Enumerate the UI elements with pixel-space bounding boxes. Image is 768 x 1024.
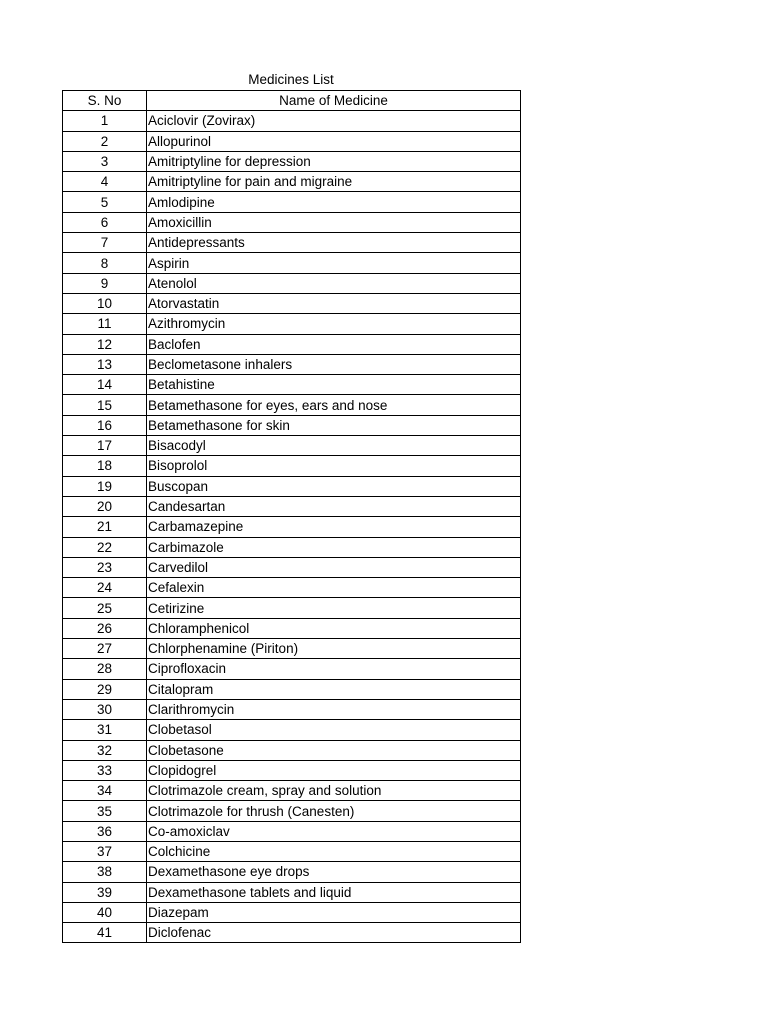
table-row: [63, 578, 521, 598]
medicine-name-cell: Dexamethasone tablets and liquid: [147, 882, 521, 902]
table-row: [63, 923, 521, 943]
medicine-name-cell: Allopurinol: [147, 131, 521, 151]
serial-number-cell: 1: [63, 111, 147, 131]
medicine-name-cell: Cefalexin: [147, 578, 521, 598]
serial-number-cell: 29: [63, 679, 147, 699]
serial-number-cell: 25: [63, 598, 147, 618]
serial-number-cell: 7: [63, 233, 147, 253]
table-row: [63, 902, 521, 922]
medicine-name-cell: Amitriptyline for pain and migraine: [147, 172, 521, 192]
serial-number-cell: 28: [63, 659, 147, 679]
serial-number-cell: 14: [63, 375, 147, 395]
table-row: [63, 233, 521, 253]
medicine-name-cell: Carvedilol: [147, 557, 521, 577]
table-body: [63, 111, 521, 943]
serial-number-cell: 35: [63, 801, 147, 821]
table-row: [63, 354, 521, 374]
table-row: [63, 151, 521, 171]
serial-number-cell: 20: [63, 496, 147, 516]
medicine-name-cell: Betamethasone for eyes, ears and nose: [147, 395, 521, 415]
serial-number-cell: 38: [63, 862, 147, 882]
table-row: [63, 841, 521, 861]
serial-number-cell: 27: [63, 639, 147, 659]
column-header-name: Name of Medicine: [147, 91, 521, 111]
table-row: [63, 314, 521, 334]
medicine-name-cell: Clopidogrel: [147, 760, 521, 780]
serial-number-cell: 24: [63, 578, 147, 598]
serial-number-cell: 39: [63, 882, 147, 902]
medicine-name-cell: Clotrimazole for thrush (Canesten): [147, 801, 521, 821]
table-row: [63, 862, 521, 882]
medicine-name-cell: Aciclovir (Zovirax): [147, 111, 521, 131]
table-row: [63, 131, 521, 151]
table-row: [63, 740, 521, 760]
table-row: [63, 375, 521, 395]
serial-number-cell: 2: [63, 131, 147, 151]
serial-number-cell: 31: [63, 720, 147, 740]
medicine-name-cell: Ciprofloxacin: [147, 659, 521, 679]
table-row: [63, 436, 521, 456]
serial-number-cell: 41: [63, 923, 147, 943]
serial-number-cell: 21: [63, 517, 147, 537]
medicine-name-cell: Dexamethasone eye drops: [147, 862, 521, 882]
medicine-name-cell: Betamethasone for skin: [147, 415, 521, 435]
medicine-name-cell: Clobetasone: [147, 740, 521, 760]
table-row: [63, 476, 521, 496]
serial-number-cell: 4: [63, 172, 147, 192]
medicine-name-cell: Carbamazepine: [147, 517, 521, 537]
table-row: [63, 639, 521, 659]
medicine-name-cell: Antidepressants: [147, 233, 521, 253]
medicine-name-cell: Diclofenac: [147, 923, 521, 943]
serial-number-cell: 19: [63, 476, 147, 496]
serial-number-cell: 9: [63, 273, 147, 293]
medicine-name-cell: Buscopan: [147, 476, 521, 496]
medicine-name-cell: Carbimazole: [147, 537, 521, 557]
medicine-name-cell: Diazepam: [147, 902, 521, 922]
medicine-name-cell: Atenolol: [147, 273, 521, 293]
serial-number-cell: 30: [63, 699, 147, 719]
table-row: [63, 679, 521, 699]
table-row: [63, 699, 521, 719]
serial-number-cell: 6: [63, 212, 147, 232]
table-header-row: [63, 91, 521, 111]
medicine-name-cell: Aspirin: [147, 253, 521, 273]
table-row: [63, 720, 521, 740]
serial-number-cell: 10: [63, 293, 147, 313]
serial-number-cell: 13: [63, 354, 147, 374]
table-row: [63, 415, 521, 435]
medicine-name-cell: Citalopram: [147, 679, 521, 699]
serial-number-cell: 12: [63, 334, 147, 354]
medicine-name-cell: Azithromycin: [147, 314, 521, 334]
serial-number-cell: 17: [63, 436, 147, 456]
serial-number-cell: 37: [63, 841, 147, 861]
table-row: [63, 192, 521, 212]
medicine-name-cell: Amlodipine: [147, 192, 521, 212]
table-row: [63, 821, 521, 841]
serial-number-cell: 3: [63, 151, 147, 171]
table-row: [63, 882, 521, 902]
serial-number-cell: 18: [63, 456, 147, 476]
table-row: [63, 111, 521, 131]
serial-number-cell: 36: [63, 821, 147, 841]
serial-number-cell: 32: [63, 740, 147, 760]
column-header-sno: S. No: [63, 91, 147, 111]
table-row: [63, 172, 521, 192]
medicine-name-cell: Co-amoxiclav: [147, 821, 521, 841]
table-row: [63, 598, 521, 618]
medicine-name-cell: Colchicine: [147, 841, 521, 861]
medicine-name-cell: Chloramphenicol: [147, 618, 521, 638]
medicine-name-cell: Cetirizine: [147, 598, 521, 618]
medicine-name-cell: Candesartan: [147, 496, 521, 516]
table-row: [63, 760, 521, 780]
serial-number-cell: 40: [63, 902, 147, 922]
table-row: [63, 801, 521, 821]
medicine-name-cell: Betahistine: [147, 375, 521, 395]
table-row: [63, 293, 521, 313]
medicine-name-cell: Chlorphenamine (Piriton): [147, 639, 521, 659]
table-row: [63, 537, 521, 557]
table-row: [63, 781, 521, 801]
serial-number-cell: 22: [63, 537, 147, 557]
medicine-name-cell: Bisacodyl: [147, 436, 521, 456]
medicine-name-cell: Beclometasone inhalers: [147, 354, 521, 374]
serial-number-cell: 33: [63, 760, 147, 780]
serial-number-cell: 23: [63, 557, 147, 577]
table-row: [63, 253, 521, 273]
table-row: [63, 618, 521, 638]
medicine-name-cell: Clarithromycin: [147, 699, 521, 719]
table-row: [63, 212, 521, 232]
table-row: [63, 659, 521, 679]
serial-number-cell: 11: [63, 314, 147, 334]
medicine-name-cell: Clotrimazole cream, spray and solution: [147, 781, 521, 801]
serial-number-cell: 5: [63, 192, 147, 212]
table-row: [63, 557, 521, 577]
table-row: [63, 273, 521, 293]
medicine-name-cell: Amitriptyline for depression: [147, 151, 521, 171]
table-row: [63, 395, 521, 415]
medicine-name-cell: Clobetasol: [147, 720, 521, 740]
serial-number-cell: 8: [63, 253, 147, 273]
serial-number-cell: 26: [63, 618, 147, 638]
medicine-name-cell: Baclofen: [147, 334, 521, 354]
serial-number-cell: 16: [63, 415, 147, 435]
medicine-name-cell: Atorvastatin: [147, 293, 521, 313]
medicine-name-cell: Amoxicillin: [147, 212, 521, 232]
serial-number-cell: 34: [63, 781, 147, 801]
table-row: [63, 334, 521, 354]
table-row: [63, 496, 521, 516]
page-title: Medicines List: [248, 72, 334, 87]
medicine-name-cell: Bisoprolol: [147, 456, 521, 476]
serial-number-cell: 15: [63, 395, 147, 415]
table-row: [63, 456, 521, 476]
table-row: [63, 517, 521, 537]
medicines-table: [62, 90, 521, 943]
